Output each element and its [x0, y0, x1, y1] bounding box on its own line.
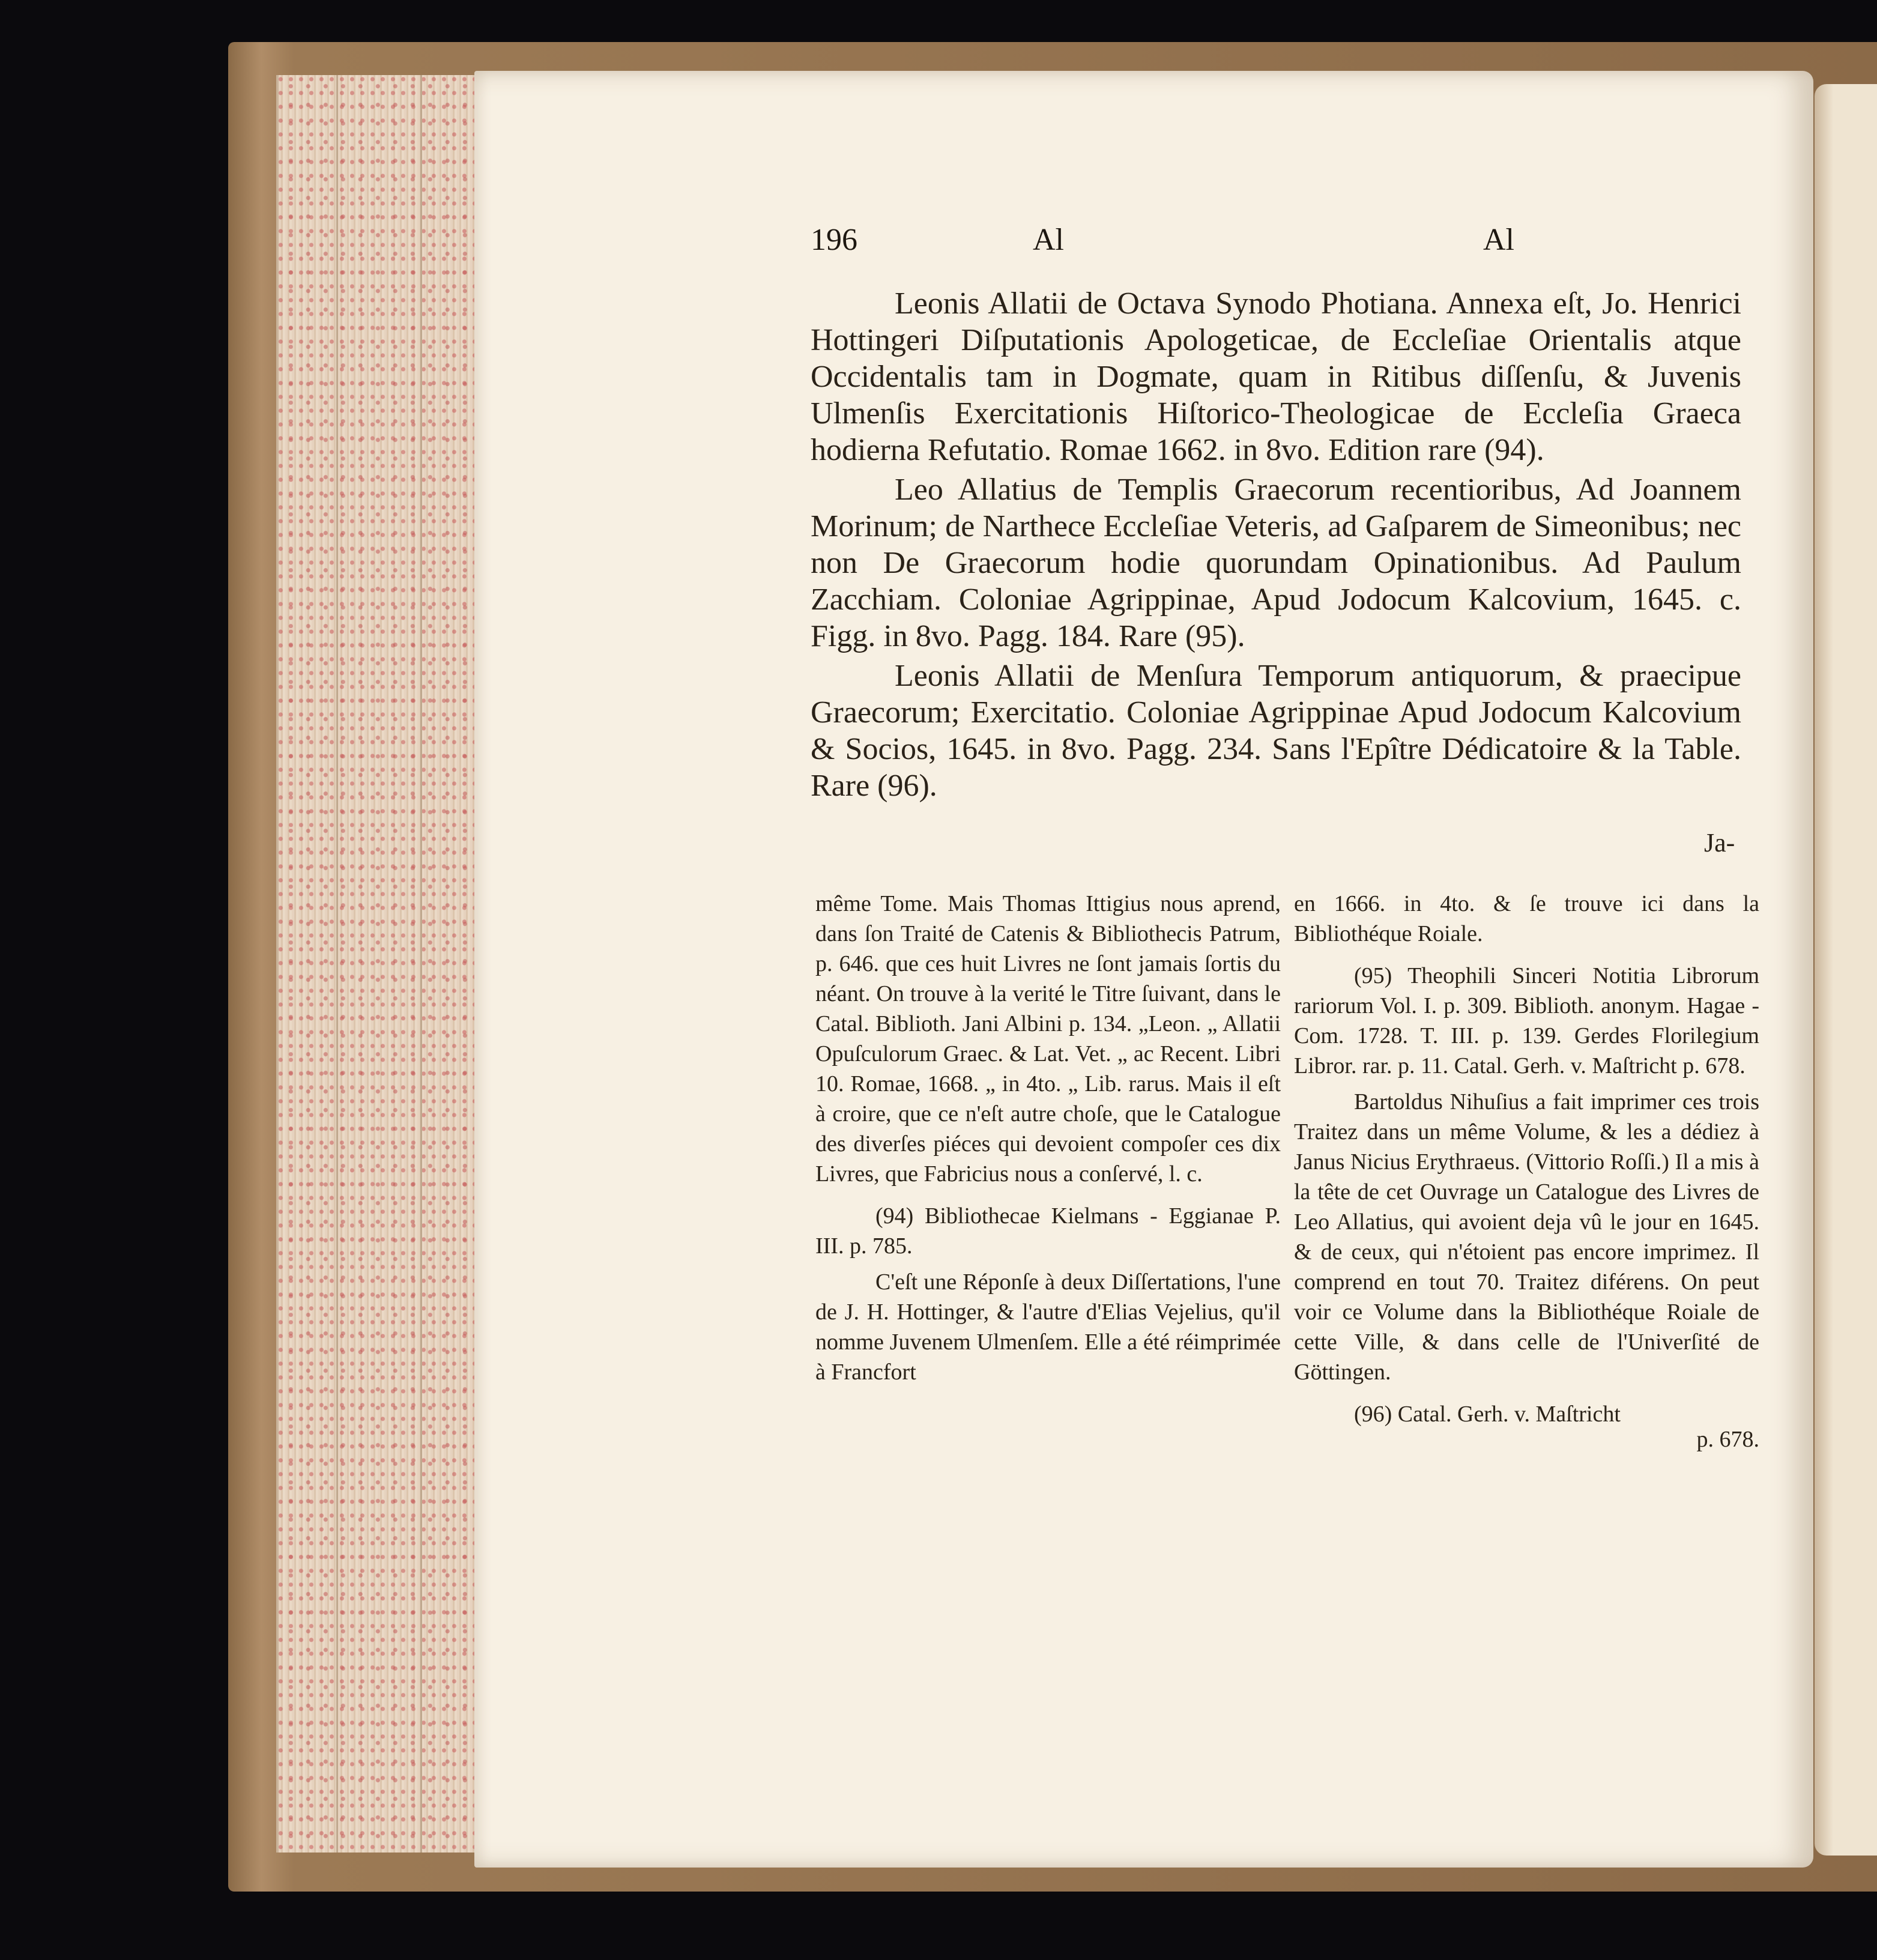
page-number: 196 [811, 223, 857, 257]
page-edge-line [420, 75, 422, 1853]
footnote-95-text: Bartoldus Nihuſius a fait imprimer ces trois Traitez dans un même Volume, & les a dédiez à Janus Nicius Erythraeus. (Vittorio Roſſi.) Il a mis à la tête de cet Ouvrage un Catalogue des Livres de Leo Allatius, qui avoient deja vû le jour en 1645. & de ceux, qui n'étoient pas encore imprimez. Il comprend en tout 70. Traitez diférens. On peut voir ce Volume dans la Bibliothéque Roiale de cette Ville, & dans celle de l'Univerſité de Göttingen. [1294, 1089, 1759, 1385]
footnote-column-left [815, 889, 1281, 1399]
page-edges [276, 75, 489, 1853]
running-head-right: Al [1483, 223, 1514, 257]
footnote-94-text: C'eſt une Réponſe à deux Diſſertations, l'une de J. H. Hottinger, & l'autre d'Elias Vejelius, qu'il nomme Juvenem Ulmenſem. Elle a été réimprimée à Francfort [815, 1269, 1281, 1385]
main-text [811, 285, 1741, 807]
footnote-96-reference: (96) Catal. Gerh. v. Maſtricht [1354, 1402, 1621, 1427]
footnote-continuation: en 1666. in 4to. & ſe trouve ici dans la Bibliothéque Roiale. [1294, 891, 1759, 946]
page-edge-line [336, 75, 338, 1853]
bibliographic-entry: Leo Allatius de Templis Graecorum recentioribus, Ad Joannem Morinum; de Narthece Eccleſiae Veteris, ad Gaſparem de Simeonibus; nec non De Graecorum hodie quorundam Opinationibus. Ad Paulum Zacchiam. Coloniae Agrippinae, Apud Jodocum Kalcovium, 1645. c. Figg. in 8vo. Pagg. 184. Rare (95). [811, 473, 1741, 653]
footnote-column-right [1294, 889, 1759, 1466]
facing-page-edge [1815, 84, 1877, 1856]
bibliographic-entry: Leonis Allatii de Menſura Temporum antiquorum, & praecipue Graecorum; Exercitatio. Coloniae Agrippinae Apud Jodocum Kalcovium & Socios, 1645. in 8vo. Pagg. 234. Sans l'Epître Dédicatoire & la Table. Rare (96). [811, 659, 1741, 803]
footnote-96-page: p. 678. [1696, 1427, 1759, 1452]
catchword: Ja- [1704, 828, 1735, 858]
running-head-left: Al [1033, 223, 1064, 257]
footnote-95-reference: (95) Theophili Sinceri Notitia Librorum rariorum Vol. I. p. 309. Biblioth. anonym. Hagae - Com. 1728. T. III. p. 139. Gerdes Florilegium Libror. rar. p. 11. Catal. Gerh. v. Maſtricht p. 678. [1294, 963, 1759, 1078]
footnote-continuation: même Tome. Mais Thomas Ittigius nous aprend, dans ſon Traité de Catenis & Bibliothecis Patrum, p. 646. que ces huit Livres ne ſont jamais ſortis du néant. On trouve à la verité le Titre ſuivant, dans le Catal. Biblioth. Jani Albini p. 134. „Leon. „ Allatii Opuſculorum Graec. & Lat. Vet. „ ac Recent. Libri 10. Romae, 1668. „ in 4to. „ Lib. rarus. Mais il eſt à croire, que ce n'eſt autre choſe, que le Catalogue des diverſes piéces qui devoient compoſer ces dix Livres, que Fabricius nous a conſervé, l. c. [815, 891, 1281, 1187]
footnote-94-reference: (94) Bibliothecae Kielmans - Eggianae P. III. p. 785. [815, 1203, 1281, 1259]
bibliographic-entry: Leonis Allatii de Octava Synodo Photiana. Annexa eſt, Jo. Henrici Hottingeri Diſputationis Apologeticae, de Eccleſiae Orientalis atque Occidentalis tam in Dogmate, quam in Ritibus diſſenſu, & Juvenis Ulmenſis Exercitationis Hiſtorico-Theologicae de Eccleſia Graeca hodierna Refutatio. Romae 1662. in 8vo. Edition rare (94). [811, 286, 1741, 467]
